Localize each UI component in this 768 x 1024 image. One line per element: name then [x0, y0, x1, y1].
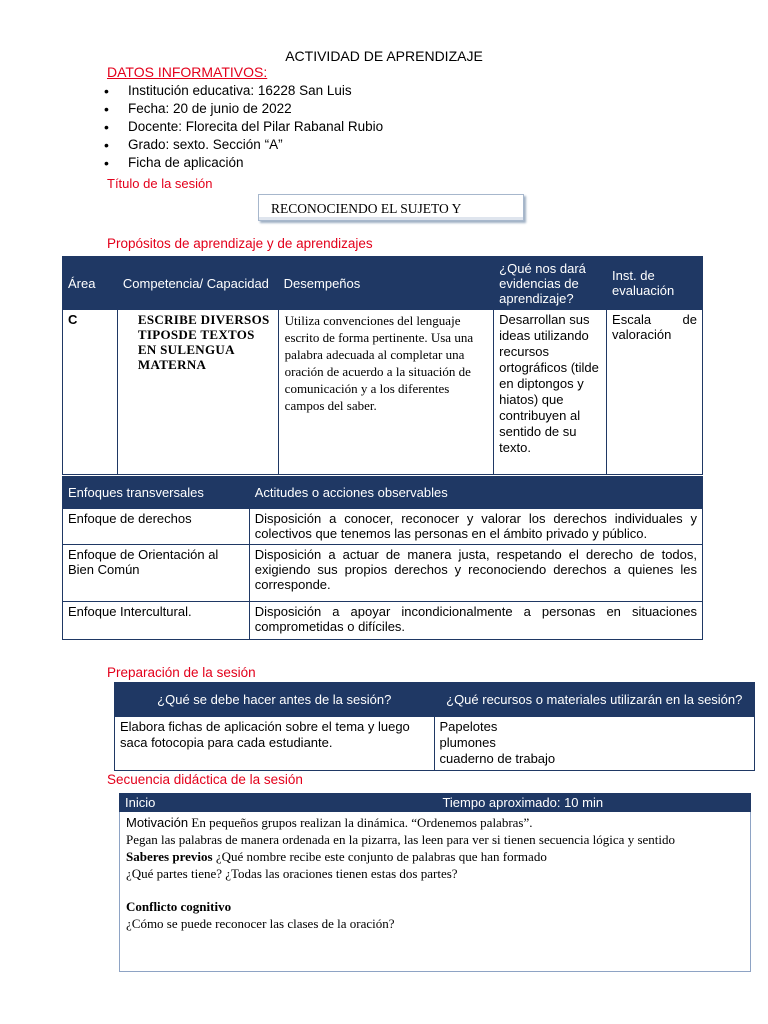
conflicto-text: ¿Cómo se puede reconocer las clases de la oración?	[126, 916, 395, 931]
saberes-text: ¿Qué nombre recibe este conjunto de palabras que han formado	[212, 849, 547, 864]
header-competencia: Competencia/ Capacidad	[117, 257, 278, 310]
header-antes: ¿Qué se debe hacer antes de la sesión?	[115, 683, 435, 717]
cell-recursos	[434, 717, 754, 771]
conflicto-label: Conflicto cognitivo	[126, 899, 232, 914]
header-instrumento: Inst. de evaluación	[607, 257, 703, 310]
list-item: Papelotes	[439, 719, 498, 734]
cell-evidencias: Desarrollan sus ideas utilizando recursos ortográficos (tilde en diptongos y hiatos) que contribuyen al sentido de su texto.	[494, 310, 607, 475]
secuencia-table	[119, 793, 751, 972]
cell-area: C	[63, 310, 118, 475]
document-title: ACTIVIDAD DE APRENDIZAJE	[285, 48, 483, 64]
header-evidencias: ¿Qué nos dará evidencias de aprendizaje?	[494, 257, 607, 310]
enfoque-actitud: Disposición a actuar de manera justa, respetando el derecho de todos, exigiendo sus propios derechos y reconociendo derechos a quienes les corresponde.	[249, 545, 702, 602]
titulo-sesion-box: RECONOCIENDO EL SUJETO Y	[258, 194, 524, 221]
cell-desempenos: Utiliza convenciones del lenguaje escrito de forma pertinente. Usa una palabra adecuada al completar una oración de acuerdo a la situación de comunicación y a los diferentes campos del saber.	[278, 310, 494, 475]
secuencia-inicio-body	[120, 812, 751, 972]
motivacion-line	[126, 814, 744, 831]
datos-list	[104, 82, 383, 172]
motivacion-text: En pequeños grupos realizan la dinámica. “Ordenemos palabras”.	[188, 815, 533, 830]
enfoque-name: Enfoque Intercultural.	[63, 602, 250, 640]
list-item: • Grado: sexto. Sección “A”	[104, 136, 383, 154]
list-item: cuaderno de trabajo	[439, 751, 556, 766]
saberes-label: Saberes previos	[126, 849, 213, 864]
preparacion-table	[114, 682, 755, 771]
propositos-heading: Propósitos de aprendizaje y de aprendizajes	[107, 236, 373, 251]
saberes-line	[126, 848, 744, 865]
list-item: • Fecha: 20 de junio de 2022	[104, 100, 383, 118]
datos-heading: DATOS INFORMATIVOS:	[107, 64, 268, 80]
enfoques-table	[62, 476, 703, 640]
header-inicio: Inicio	[120, 794, 437, 812]
header-area: Área	[63, 257, 118, 310]
motivacion-detail: Pegan las palabras de manera ordenada en la pizarra, las leen para ver si tienen secuencia lógica y sentido	[126, 832, 675, 847]
list-item: plumones	[439, 735, 496, 750]
list-item: • Ficha de aplicación	[104, 154, 383, 172]
cell-antes: Elabora fichas de aplicación sobre el tema y luego saca fotocopia para cada estudiante.	[115, 717, 435, 771]
enfoque-actitud: Disposición a conocer, reconocer y valorar los derechos individuales y colectivos que tenemos las personas en el ámbito privado y público.	[249, 509, 702, 545]
enfoque-actitud: Disposición a apoyar incondicionalmente a personas en situaciones comprometidas o difíciles.	[249, 602, 702, 640]
list-item: • Institución educativa: 16228 San Luis	[104, 82, 383, 100]
list-item: • Docente: Florecita del Pilar Rabanal Rubio	[104, 118, 383, 136]
secuencia-heading: Secuencia didáctica de la sesión	[107, 772, 303, 787]
enfoque-name: Enfoque de derechos	[63, 509, 250, 545]
header-enfoques: Enfoques transversales	[63, 477, 250, 509]
header-tiempo: Tiempo aproximado: 10 min	[437, 794, 751, 812]
motivacion-label: Motivación	[126, 815, 189, 830]
header-actitudes: Actitudes o acciones observables	[249, 477, 702, 509]
cell-competencia: ESCRIBE DIVERSOS TIPOSDE TEXTOS EN SULENGUA MATERNA	[117, 310, 278, 475]
enfoque-name: Enfoque de Orientación al Bien Común	[63, 545, 250, 602]
saberes-detail: ¿Qué partes tiene? ¿Todas las oraciones tienen estas dos partes?	[126, 866, 458, 881]
preparacion-heading: Preparación de la sesión	[107, 665, 256, 680]
cell-instrumento: Escala de valoración	[607, 310, 703, 475]
header-desempenos: Desempeños	[278, 257, 494, 310]
titulo-sesion-label: Título de la sesión	[107, 176, 213, 191]
header-recursos: ¿Qué recursos o materiales utilizarán en la sesión?	[434, 683, 754, 717]
propositos-table	[62, 256, 703, 475]
